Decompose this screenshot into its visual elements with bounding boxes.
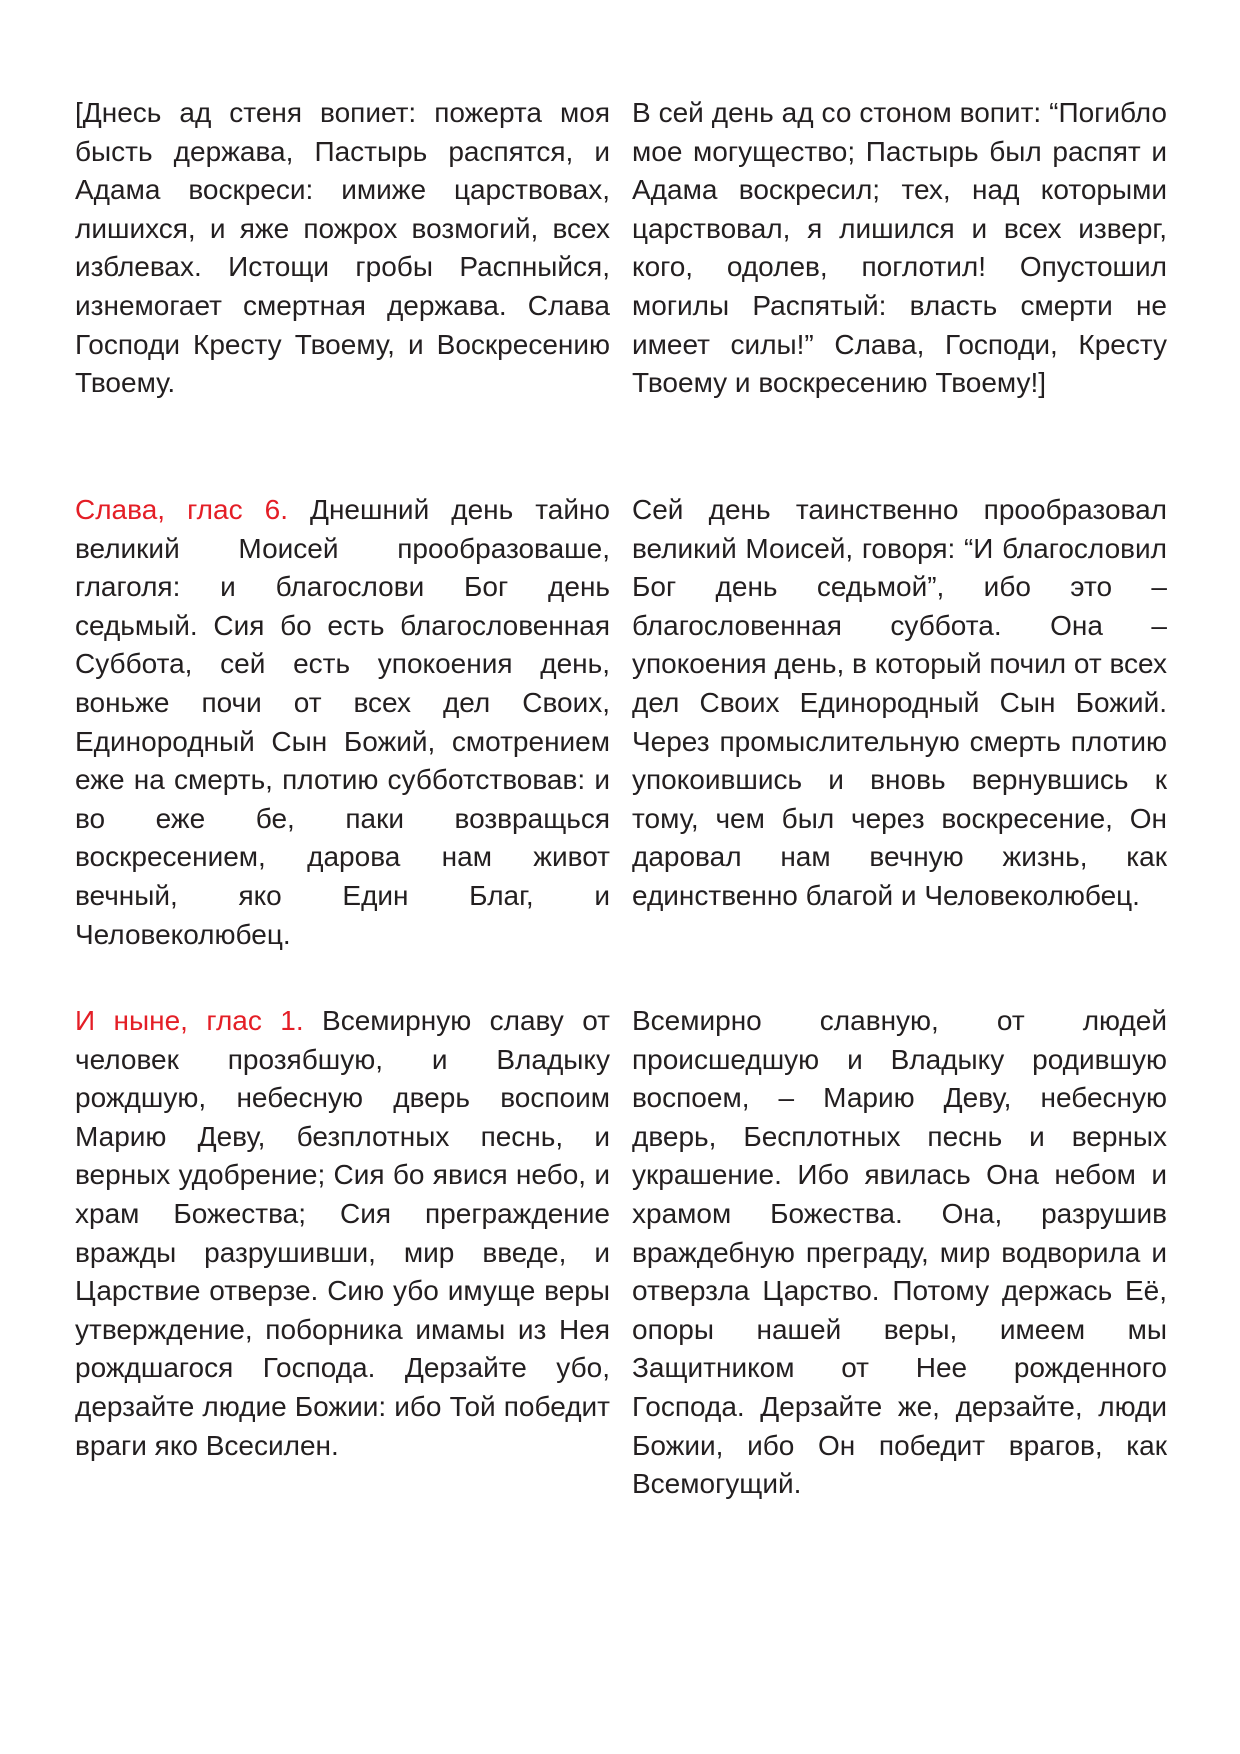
translation-text: Сей день таинственно прообразовал великий Моисей, говоря: “И благословил Бог день седьмой”, ибо это – благословенная суббота. Она – упокоения день, в который почил от всех дел Своих Единородный Сын Божий. Через промыслительную смерть плотию упокоившись и вновь вернувшись к тому, чем был через воскресение, Он даровал нам вечную жизнь, как единственно благой и Человеколюбец. xyxy=(632,494,1167,911)
russian-translation-column xyxy=(632,1002,1167,1504)
rubric-label: Слава, глас 6. xyxy=(75,494,288,525)
section-now-tone-1 xyxy=(75,1002,1167,1504)
russian-translation-column xyxy=(632,94,1167,403)
church-slavonic-column xyxy=(75,1002,610,1504)
translation-text: В сей день ад со стоном вопит: “Погибло мое могущество; Пастырь был распят и Адама воскресил; тех, над которыми царствовал, я лишился и всех изверг, кого, одолев, поглотил! Опустошил могилы Распятый: власть смерти не имеет силы!” Слава, Господи, Кресту Твоему и воскресению Твоему!] xyxy=(632,97,1167,399)
section-paschal-hymn xyxy=(75,94,1167,403)
russian-translation-column xyxy=(632,491,1167,954)
slavonic-text: [Днесь ад стеня вопиет: пожерта моя бысть держава, Пастырь распятся, и Адама воскреси: имиже царствовах, лишихся, и яже пожрох возмогий, всех изблевах. Истощи гробы Распныйся, изнемогает смертная держава. Слава Господи Кресту Твоему, и Воскресению Твоему. xyxy=(75,97,610,399)
slavonic-text: Всемирную славу от человек прозябшую, и Владыку рождшую, небесную дверь воспоим Марию Деву, безплотных песнь, и верных удобрение; Сия бо явися небо, и храм Божества; Сия преграждение вражды разрушивши, мир введе, и Царствие отверзе. Сию убо имуще веры утверждение, поборника имамы из Нея рождшагося Господа. Дерзайте убо, дерзайте людие Божии: ибо Той победит враги яко Всесилен. xyxy=(75,1005,610,1461)
translation-text: Всемирно славную, от людей происшедшую и Владыку родившую воспоем, – Марию Деву, небесную дверь, Бесплотных песнь и верных украшение. Ибо явилась Она небом и храмом Божества. Она, разрушив враждебную преграду, мир водворила и отверзла Царство. Потому держась Её, опоры нашей веры, имеем мы Защитником от Нее рожденного Господа. Дерзайте же, дерзайте, люди Божии, ибо Он победит врагов, как Всемогущий. xyxy=(632,1005,1167,1500)
church-slavonic-column xyxy=(75,94,610,403)
rubric-label: И ныне, глас 1. xyxy=(75,1005,304,1036)
slavonic-text: Днешний день тайно великий Моисей прообразоваше, глаголя: и благослови Бог день седьмый. Сия бо есть благословенная Суббота, сей есть упокоения день, воньже почи от всех дел Своих, Единородный Сын Божий, смотрением еже на смерть, плотию субботствовав: и во еже бе, паки возвращься воскресением, дарова нам живот вечный, яко Един Благ, и Человеколюбец. xyxy=(75,494,610,950)
church-slavonic-column xyxy=(75,491,610,954)
section-glory-tone-6 xyxy=(75,491,1167,954)
